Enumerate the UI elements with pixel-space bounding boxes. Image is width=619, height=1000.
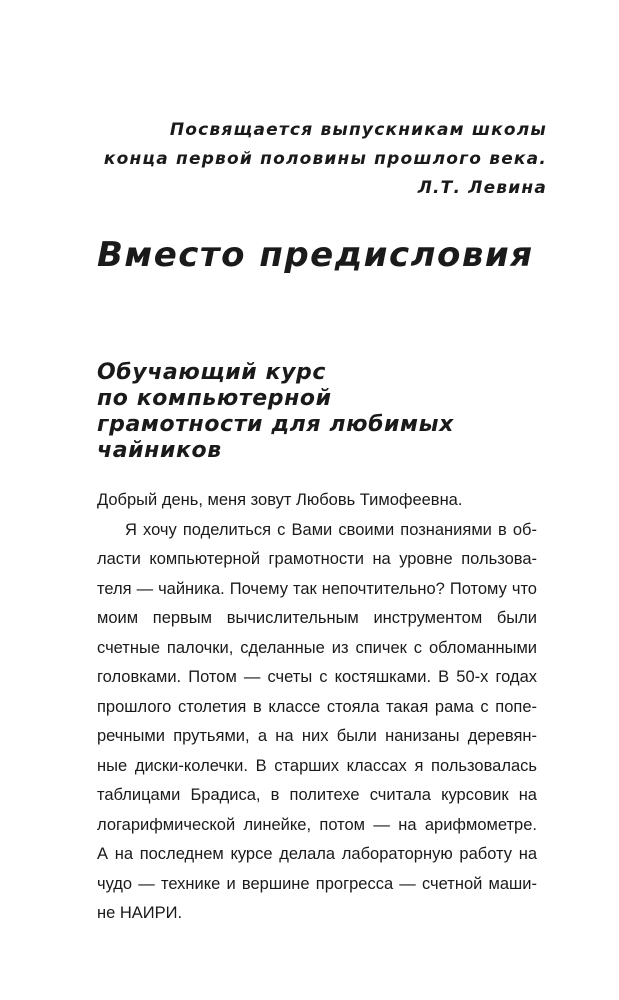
- text-line: речными прутьями, а на них были нанизаны деревян-: [97, 727, 537, 745]
- dedication-line: конца первой половины прошлого века.: [103, 149, 547, 169]
- text-line: таблицами Брадиса, в политехе считала курсовик на: [97, 786, 537, 804]
- text-line: прошлого столетия в классе стояла такая рама с попе-: [97, 697, 537, 716]
- body-text: [97, 486, 537, 929]
- text-line: теля — чайника. Почему так непочтительно? Потому что: [97, 579, 537, 598]
- text-line: Добрый день, меня зовут Любовь Тимофеевна.: [97, 491, 463, 509]
- section-title-line: Обучающий курс: [97, 360, 327, 385]
- text-line: чудо — технике и вершине прогресса — счетной маши-: [97, 874, 537, 893]
- text-line: А на последнем курсе делала лабораторную работу на: [97, 845, 537, 863]
- section-title-line: грамотности для любимых: [97, 412, 454, 437]
- section-title-line: по компьютерной: [97, 386, 332, 411]
- text-line: головками. Потом — счеты с костяшками. В 50-х годах: [97, 668, 537, 686]
- text-line: счетные палочки, сделанные из спичек с обломанными: [97, 638, 537, 657]
- text-line: Я хочу поделиться с Вами своими познаниями в об-: [125, 520, 537, 539]
- text-line: ные диски-колечки. В старших классах я пользовалась: [97, 756, 537, 775]
- text-line: моим первым вычислительным инструментом были: [97, 609, 537, 627]
- section-title-line: чайников: [97, 438, 222, 463]
- dedication-author: Л.Т. Левина: [417, 178, 547, 198]
- chapter-title: Вместо предисловия: [97, 235, 534, 275]
- text-line: ласти компьютерной грамотности на уровне пользова-: [97, 550, 537, 568]
- dedication: [104, 116, 547, 203]
- text-line: логарифмической линейке, потом — на арифмометре.: [97, 815, 537, 834]
- dedication-line: Посвящается выпускникам школы: [169, 120, 547, 140]
- section-title: [97, 360, 454, 464]
- text-line: не НАИРИ.: [97, 904, 183, 922]
